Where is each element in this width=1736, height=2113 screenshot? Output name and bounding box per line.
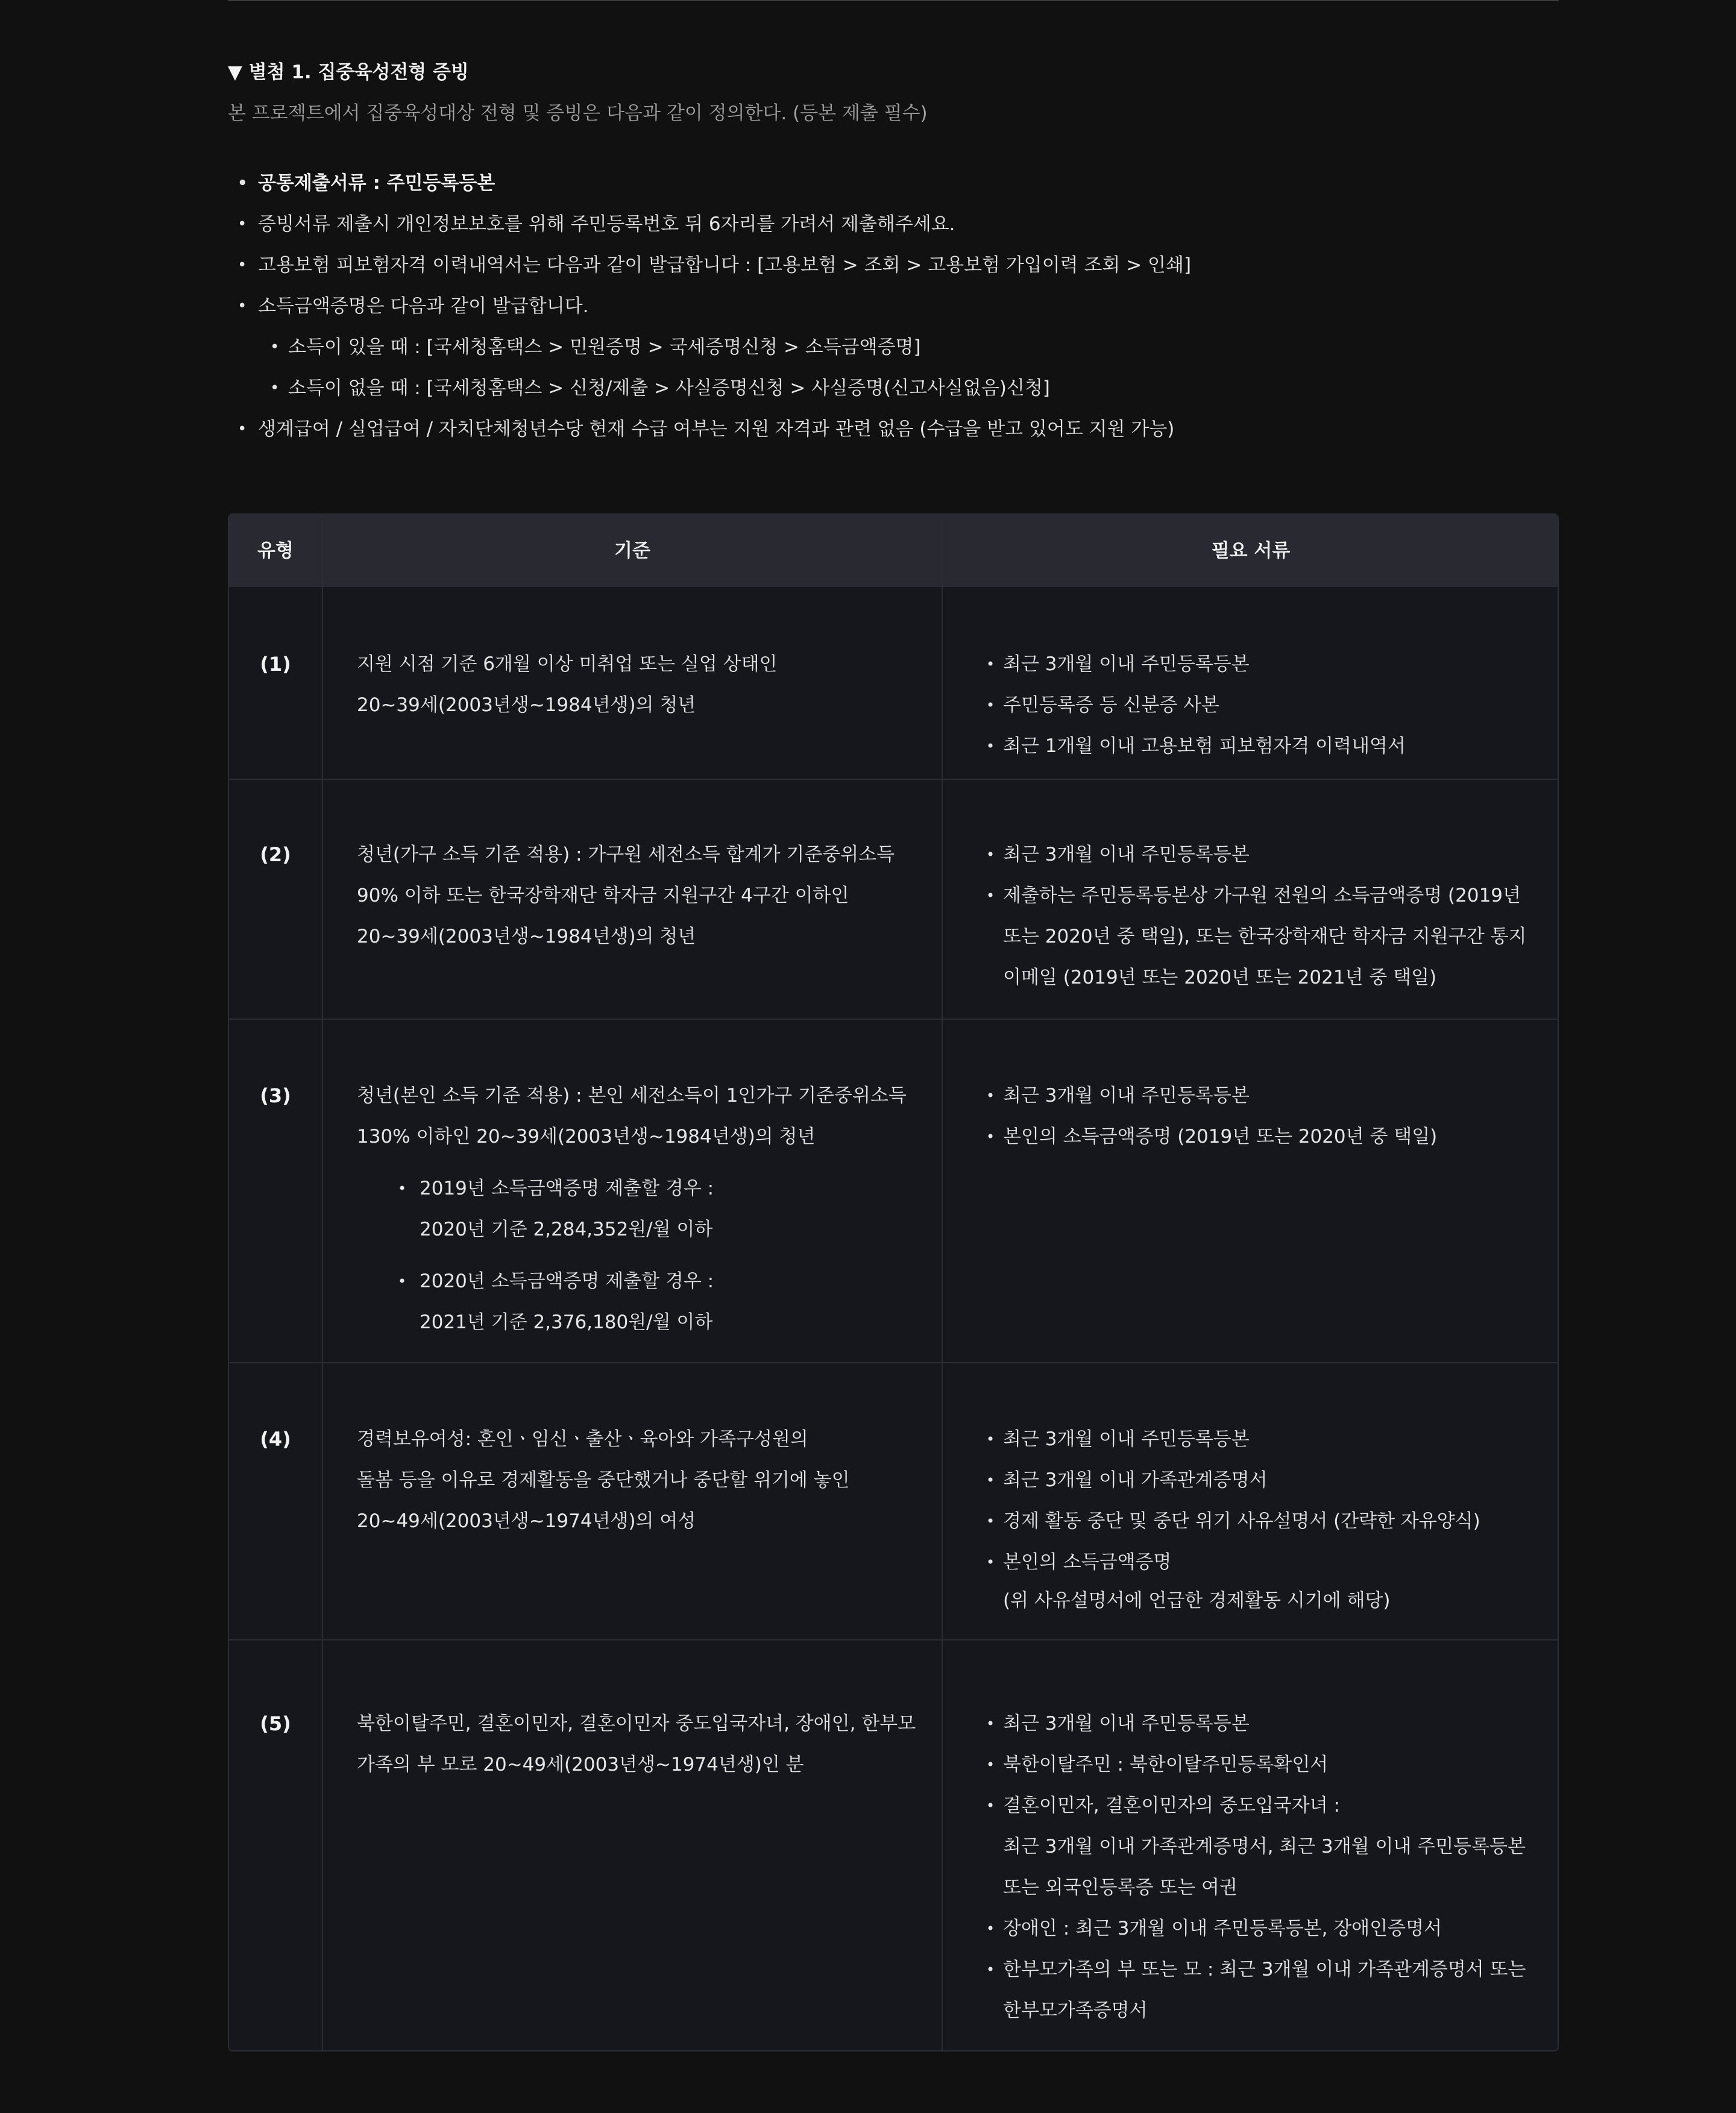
criteria-table	[228, 513, 1559, 2052]
row-documents	[943, 1703, 1546, 2031]
document-item	[943, 875, 1546, 998]
criteria-line: 20~49세(2003년생~1974년생)의 여성	[357, 1510, 696, 1532]
criteria-line: 청년(가구 소득 기준 적용) : 가구원 세전소득 합계가 기준중위소득	[357, 844, 895, 865]
document-item: • 장애인 : 최근 3개월 이내 주민등록등본, 장애인증명서	[943, 1908, 1546, 1949]
list-item: • 공통제출서류 : 주민등록등본	[228, 163, 1559, 204]
row-criteria	[357, 1703, 916, 1785]
document-text: 본인의 소득금액증명	[1003, 1551, 1172, 1573]
document-text-cont: 최근 3개월 이내 가족관계증명서, 최근 3개월 이내 주민등록등본	[1003, 1836, 1526, 1857]
row-criteria	[357, 1419, 911, 1542]
row-divider	[229, 1639, 1558, 1640]
row-type: (2)	[260, 843, 291, 866]
criteria-line: 20~39세(2003년생~1984년생)의 청년	[357, 926, 696, 947]
header-documents: 필요 서류	[1211, 540, 1291, 562]
list-item: • 고용보험 피보험자격 이력내역서는 다음과 같이 발급합니다 : [고용보험 > 조회 > 고용보험 가입이력 조회 > 인쇄]	[228, 245, 1559, 286]
document-item: • 최근 3개월 이내 주민등록등본	[943, 644, 1546, 685]
document-text-cont: 또는 외국인등록증 또는 여권	[1003, 1877, 1238, 1898]
list-item: • 증빙서류 제출시 개인정보보호를 위해 주민등록번호 뒤 6자리를 가려서 제출해주세요.	[228, 204, 1559, 245]
document-item: • 최근 3개월 이내 주민등록등본	[943, 1075, 1546, 1116]
document-item: • 경제 활동 중단 및 중단 위기 사유설명서 (간략한 자유양식)	[943, 1501, 1546, 1542]
row-type: (1)	[260, 653, 291, 676]
document-item: • 주민등록증 등 신분증 사본	[943, 685, 1546, 726]
table-header	[229, 515, 1558, 587]
row-criteria	[357, 1075, 911, 1343]
row-divider	[229, 779, 1558, 780]
document-text-cont: (위 사유설명서에 언급한 경제활동 시기에 해당)	[1003, 1590, 1391, 1612]
criteria-line: 경력보유여성: 혼인ㆍ임신ㆍ출산ㆍ육아와 가족구성원의	[357, 1428, 808, 1450]
section-description: 본 프로젝트에서 집중육성대상 전형 및 증빙은 다음과 같이 정의한다. (등본 제출 필수)	[228, 102, 928, 124]
criteria-subitem	[357, 1261, 911, 1343]
criteria-line: 돌봄 등을 이유로 경제활동을 중단했거나 중단할 위기에 놓인	[357, 1469, 850, 1491]
document-text-cont: 또는 2020년 중 택일), 또는 한국장학재단 학자금 지원구간 통지	[1003, 926, 1527, 947]
criteria-line: 90% 이하 또는 한국장학재단 학자금 지원구간 4구간 이하인	[357, 885, 849, 906]
header-criteria: 기준	[614, 540, 650, 562]
criteria-line: 2021년 기준 2,376,180원/월 이하	[420, 1311, 713, 1333]
criteria-line: 130% 이하인 20~39세(2003년생~1984년생)의 청년	[357, 1126, 816, 1148]
row-type: (5)	[260, 1712, 291, 1735]
document-item: • 북한이탈주민 : 북한이탈주민등록확인서	[943, 1744, 1546, 1785]
row-criteria	[357, 644, 911, 726]
document-item: • 본인의 소득금액증명 (2019년 또는 2020년 중 택일)	[943, 1116, 1546, 1157]
criteria-line: • 2019년 소득금액증명 제출할 경우 :	[420, 1178, 714, 1199]
row-criteria	[357, 834, 911, 957]
list-subitem: • 소득이 없을 때 : [국세청홈택스 > 신청/제출 > 사실증명신청 > 사실증명(신고사실없음)신청]	[228, 368, 1559, 409]
document-item	[943, 1785, 1546, 1908]
criteria-line: 북한이탈주민, 결혼이민자, 결혼이민자 중도입국자녀, 장애인, 한부모	[357, 1713, 916, 1735]
criteria-line: 지원 시점 기준 6개월 이상 미취업 또는 실업 상태인	[357, 653, 778, 675]
header-type: 유형	[257, 540, 294, 562]
row-documents	[943, 1075, 1546, 1157]
row-documents	[943, 834, 1546, 998]
criteria-line: 20~39세(2003년생~1984년생)의 청년	[357, 694, 696, 716]
document-item	[943, 1542, 1546, 1619]
document-text-cont: 이메일 (2019년 또는 2020년 또는 2021년 중 택일)	[1003, 967, 1437, 988]
document-item	[943, 1949, 1546, 2031]
row-type: (4)	[260, 1428, 291, 1451]
document-item: • 최근 3개월 이내 가족관계증명서	[943, 1460, 1546, 1501]
document-text-cont: 한부모가족증명서	[1003, 2000, 1148, 2021]
column-divider	[322, 515, 323, 2050]
criteria-line: 2020년 기준 2,284,352원/월 이하	[420, 1219, 713, 1240]
document-text: 결혼이민자, 결혼이민자의 중도입국자녀 :	[1003, 1795, 1340, 1816]
notes-list	[228, 163, 1559, 450]
document-item: • 최근 3개월 이내 주민등록등본	[943, 1419, 1546, 1460]
document-text: 한부모가족의 부 또는 모 : 최근 3개월 이내 가족관계증명서 또는	[1003, 1959, 1526, 1980]
appendix-section	[228, 58, 1559, 450]
criteria-line: 청년(본인 소득 기준 적용) : 본인 세전소득이 1인가구 기준중위소득	[357, 1085, 907, 1107]
section-title[interactable]: ▼ 별첨 1. 집중육성전형 증빙	[228, 61, 469, 83]
criteria-line: 가족의 부 모로 20~49세(2003년생~1974년생)인 분	[357, 1754, 804, 1775]
list-item: • 생계급여 / 실업급여 / 자치단체청년수당 현재 수급 여부는 지원 자격과 관련 없음 (수급을 받고 있어도 지원 가능)	[228, 409, 1559, 450]
row-type: (3)	[260, 1084, 291, 1107]
criteria-line: • 2020년 소득금액증명 제출할 경우 :	[420, 1270, 714, 1292]
row-divider	[229, 1362, 1558, 1363]
criteria-subitem	[357, 1168, 911, 1250]
row-documents	[943, 644, 1546, 767]
document-item: • 최근 3개월 이내 주민등록등본	[943, 1703, 1546, 1744]
row-documents	[943, 1419, 1546, 1619]
list-subitem: • 소득이 있을 때 : [국세청홈택스 > 민원증명 > 국세증명신청 > 소득금액증명]	[228, 327, 1559, 368]
list-item: • 소득금액증명은 다음과 같이 발급합니다.	[228, 286, 1559, 327]
top-divider	[228, 0, 1559, 1]
document-item: • 최근 1개월 이내 고용보험 피보험자격 이력내역서	[943, 726, 1546, 767]
row-divider	[229, 1019, 1558, 1020]
document-text: 제출하는 주민등록등본상 가구원 전원의 소득금액증명 (2019년	[1003, 885, 1521, 906]
document-item: • 최근 3개월 이내 주민등록등본	[943, 834, 1546, 875]
